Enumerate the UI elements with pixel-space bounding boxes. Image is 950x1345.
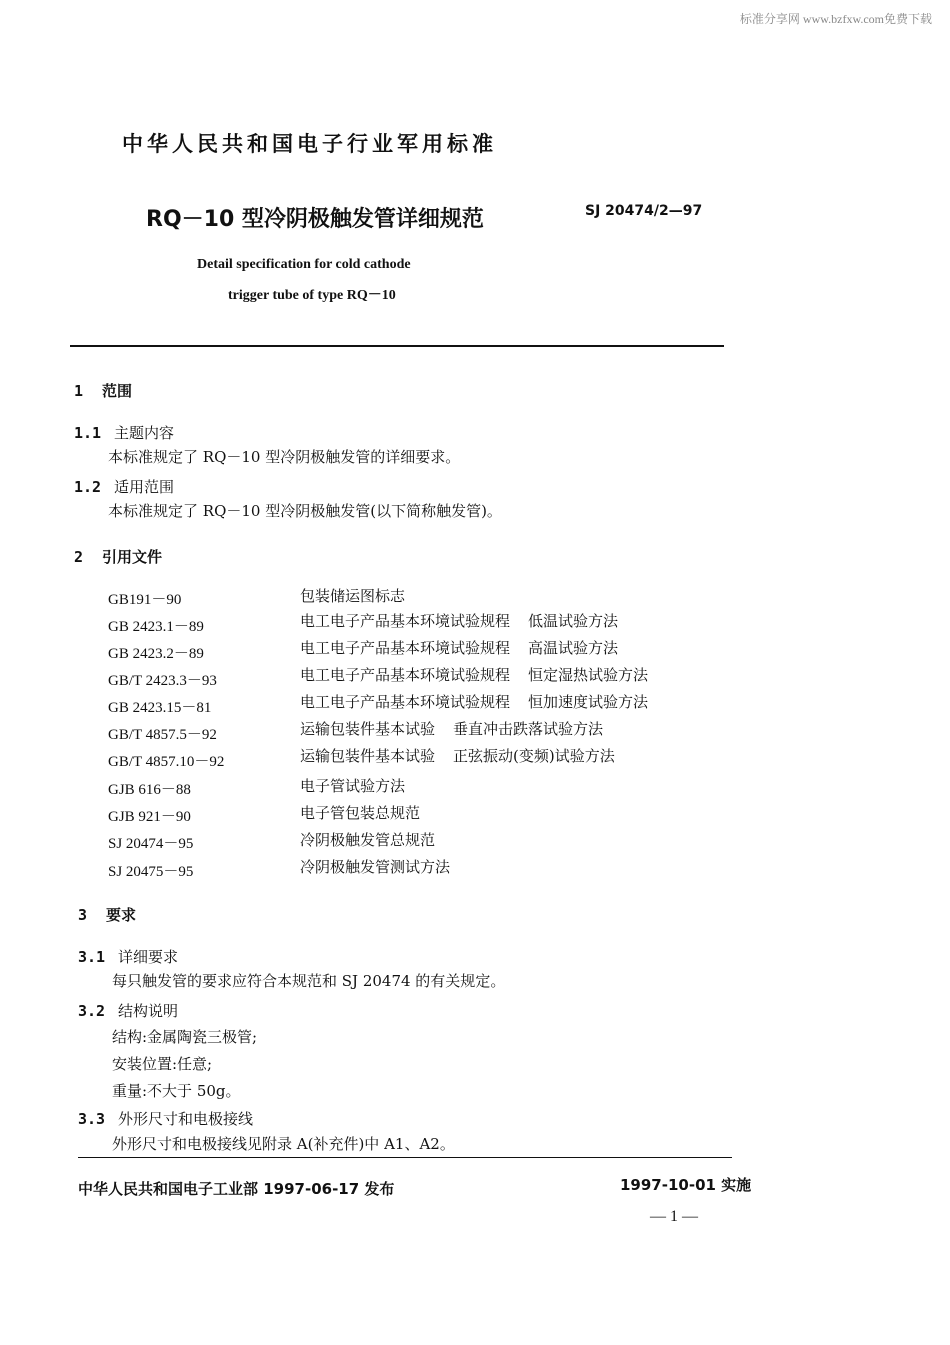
- effective-date: 1997-10-01 实施: [620, 1176, 752, 1194]
- english-title-line1: Detail specification for cold cathode: [197, 257, 411, 272]
- reference-title: 运输包装件基本试验 垂直冲击跌落试验方法: [300, 720, 604, 738]
- section-3-3-text: 外形尺寸和电极接线见附录 A(补充件)中 A1、A2。: [112, 1135, 455, 1153]
- structure-line: 结构:金属陶瓷三极管;: [112, 1028, 258, 1046]
- section-1-heading: 1 范围: [74, 382, 133, 400]
- reference-title: 包装储运图标志: [300, 587, 406, 605]
- reference-code: GB/T 2423.3－93: [108, 673, 217, 689]
- reference-title: 冷阴极触发管测试方法: [300, 858, 451, 876]
- watermark: 标准分享网 www.bzfxw.com免费下载: [739, 12, 932, 26]
- header-rule: [70, 345, 724, 347]
- section-3-1-heading: 3.1 详细要求: [78, 948, 179, 966]
- section-1-1-text: 本标准规定了 RQ－10 型冷阴极触发管的详细要求。: [108, 448, 461, 466]
- reference-title: 运输包装件基本试验 正弦振动(变频)试验方法: [300, 747, 615, 765]
- weight-line: 重量:不大于 50g。: [112, 1082, 241, 1100]
- reference-code: SJ 20475－95: [108, 864, 194, 880]
- reference-title: 电工电子产品基本环境试验规程 恒加速度试验方法: [300, 693, 649, 711]
- section-3-2-heading: 3.2 结构说明: [78, 1002, 179, 1020]
- mounting-line: 安装位置:任意;: [112, 1055, 213, 1073]
- footer-rule: [78, 1157, 732, 1158]
- english-title-line2: trigger tube of type RQ－10: [228, 288, 396, 303]
- section-3-heading: 3 要求: [78, 906, 137, 924]
- reference-title: 电工电子产品基本环境试验规程 低温试验方法: [300, 612, 619, 630]
- reference-title: 电工电子产品基本环境试验规程 高温试验方法: [300, 639, 619, 657]
- organization-heading: 中华人民共和国电子行业军用标准: [122, 132, 497, 156]
- section-1-2-text: 本标准规定了 RQ－10 型冷阴极触发管(以下简称触发管)。: [108, 502, 502, 520]
- reference-code: GJB 921－90: [108, 809, 191, 825]
- section-3-1-text: 每只触发管的要求应符合本规范和 SJ 20474 的有关规定。: [112, 972, 506, 990]
- reference-title: 电子管试验方法: [300, 777, 406, 795]
- section-1-2-heading: 1.2 适用范围: [74, 478, 175, 496]
- reference-code: GB 2423.2－89: [108, 646, 204, 662]
- reference-code: GB 2423.1－89: [108, 619, 204, 635]
- section-1-1-heading: 1.1 主题内容: [74, 424, 175, 442]
- reference-code: GB/T 4857.10－92: [108, 754, 225, 770]
- page-number: — 1 —: [650, 1208, 698, 1225]
- reference-code: GB/T 4857.5－92: [108, 727, 217, 743]
- reference-code: GB 2423.15－81: [108, 700, 212, 716]
- issue-statement: 中华人民共和国电子工业部 1997-06-17 发布: [78, 1180, 395, 1198]
- reference-code: SJ 20474－95: [108, 836, 194, 852]
- section-2-heading: 2 引用文件: [74, 548, 163, 566]
- standard-code: SJ 20474/2—97: [585, 203, 703, 219]
- reference-code: GJB 616－88: [108, 782, 191, 798]
- document-title: RQ－10 型冷阴极触发管详细规范: [146, 207, 484, 232]
- reference-code: GB191－90: [108, 592, 182, 608]
- reference-title: 电子管包装总规范: [300, 804, 421, 822]
- reference-title: 冷阴极触发管总规范: [300, 831, 436, 849]
- section-3-3-heading: 3.3 外形尺寸和电极接线: [78, 1110, 254, 1128]
- reference-title: 电工电子产品基本环境试验规程 恒定湿热试验方法: [300, 666, 649, 684]
